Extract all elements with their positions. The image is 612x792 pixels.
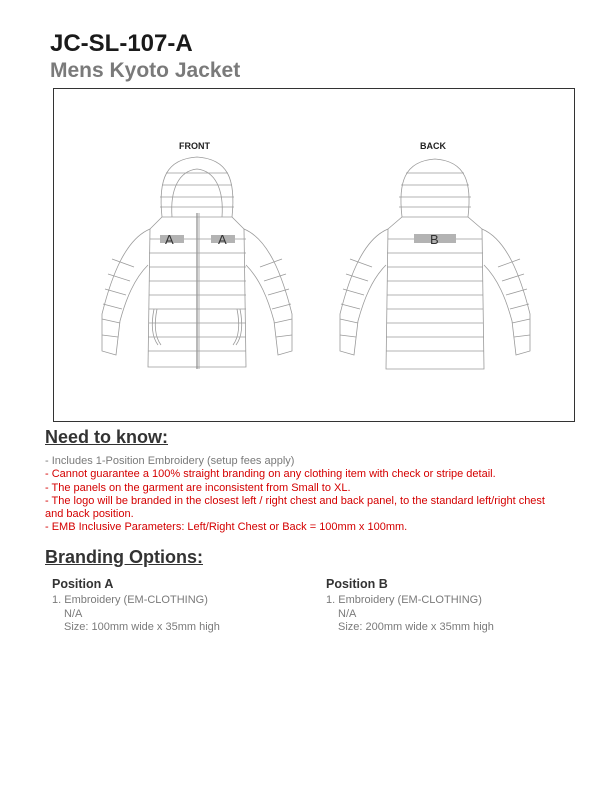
front-label: FRONT [179, 141, 210, 151]
position-b-title: Position B [326, 577, 388, 591]
need-to-know-heading: Need to know: [45, 427, 169, 447]
back-label: BACK [420, 141, 446, 151]
need-to-know-list [45, 455, 565, 535]
position-a-method: 1. Embroidery (EM-CLOTHING) [52, 594, 208, 607]
position-a-size: Size: 100mm wide x 35mm high [64, 620, 220, 633]
position-b-label: B [430, 232, 439, 247]
note-item: - Cannot guarantee a 100% straight branding on any clothing item with check or stripe detail. [45, 468, 496, 481]
position-a-block [52, 578, 292, 634]
position-a-left-label: A [165, 232, 174, 247]
garment-diagram [53, 88, 575, 422]
position-b-method: 1. Embroidery (EM-CLOTHING) [326, 594, 482, 607]
branding-options-heading: Branding Options: [45, 547, 203, 567]
jacket-illustration [54, 89, 576, 423]
position-a-title: Position A [52, 577, 114, 591]
position-b-size: Size: 200mm wide x 35mm high [338, 620, 494, 633]
product-name: Mens Kyoto Jacket [50, 59, 241, 82]
position-b-block [326, 578, 566, 634]
note-item: - The logo will be branded in the closest left / right chest and back panel, to the standard left/right chest and back position. [45, 494, 545, 521]
position-a-right-label: A [218, 232, 227, 247]
note-item: - EMB Inclusive Parameters: Left/Right Chest or Back = 100mm x 100mm. [45, 521, 408, 534]
position-a-note: N/A [64, 607, 83, 620]
note-item: - Includes 1-Position Embroidery (setup fees apply) [45, 455, 295, 467]
note-item: - The panels on the garment are inconsistent from Small to XL. [45, 481, 351, 494]
position-b-note: N/A [338, 607, 357, 620]
product-code: JC-SL-107-A [50, 30, 193, 57]
